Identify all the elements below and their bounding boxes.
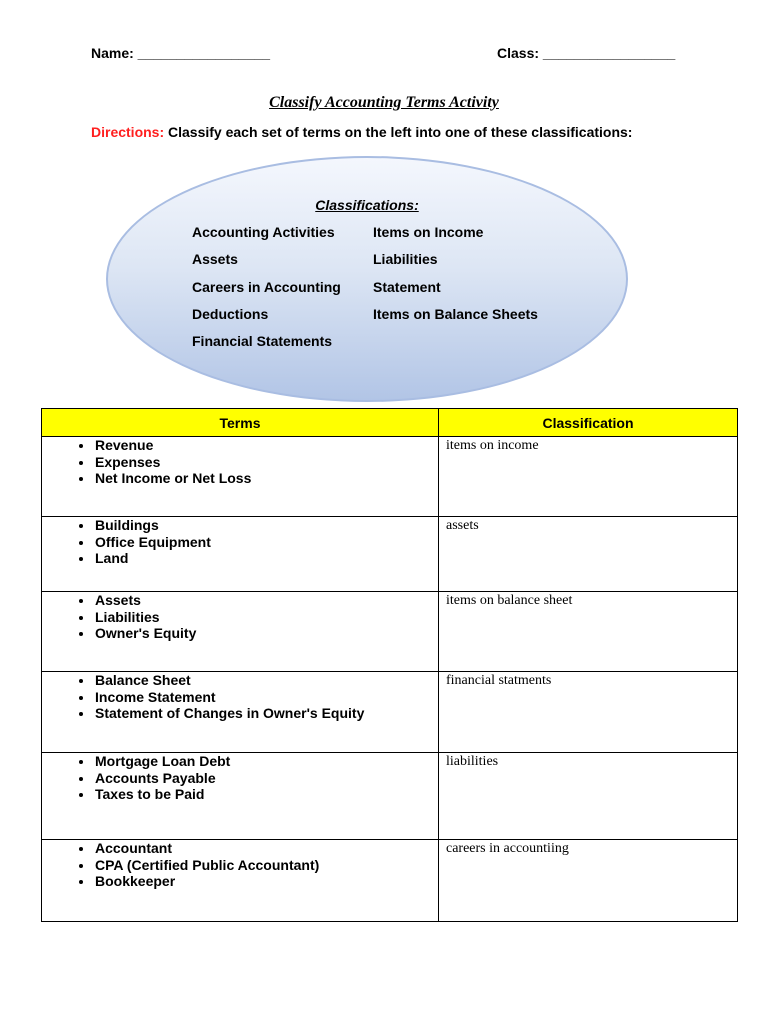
classification-cell (439, 753, 738, 840)
classification-cell (439, 517, 738, 592)
terms-list (42, 437, 438, 487)
classification-answer: liabilities (446, 754, 499, 769)
classification-answer: assets (446, 518, 479, 533)
classification-column-header: Classification (439, 409, 738, 437)
classification-item: Items on Income (373, 224, 484, 240)
classification-answer: careers in accountiing (446, 841, 569, 856)
terms-list (42, 592, 438, 642)
list-item: • Statement of Changes in Owner's Equity (94, 705, 438, 722)
list-item: • Balance Sheet (94, 672, 438, 689)
list-item: • Income Statement (94, 689, 438, 706)
classification-answer: items on income (446, 438, 539, 453)
list-item: • Bookkeeper (94, 873, 438, 890)
list-item: • Owner's Equity (94, 625, 438, 642)
classification-item: Liabilities (373, 251, 438, 267)
terms-list (42, 753, 438, 803)
list-item: • Net Income or Net Loss (94, 470, 438, 487)
classification-item: Accounting Activities (192, 224, 335, 240)
classification-item: Statement (373, 279, 441, 295)
terms-cell (42, 437, 439, 517)
table-row (42, 517, 738, 592)
terms-column-header: Terms (42, 409, 439, 437)
list-item: • Land (94, 550, 438, 567)
list-item: • Mortgage Loan Debt (94, 753, 438, 770)
classification-item: Items on Balance Sheets (373, 306, 538, 322)
classification-answer: financial statments (446, 673, 552, 688)
page-title: Classify Accounting Terms Activity (269, 94, 499, 111)
list-item: • Revenue (94, 437, 438, 454)
classifications-ellipse (106, 156, 628, 402)
table-header-row (42, 409, 738, 437)
classification-cell (439, 672, 738, 753)
table-row (42, 592, 738, 672)
directions-label: Directions: (91, 124, 165, 140)
terms-cell (42, 672, 439, 753)
classification-cell (439, 437, 738, 517)
list-item: • Assets (94, 592, 438, 609)
table-row (42, 840, 738, 922)
classifications-heading: Classifications: (315, 197, 419, 213)
list-item: • Buildings (94, 517, 438, 534)
terms-cell (42, 840, 439, 922)
terms-table (41, 408, 738, 922)
terms-cell (42, 753, 439, 840)
table-row (42, 672, 738, 753)
directions-text: Classify each set of terms on the left into one of these classifications: (164, 124, 633, 140)
name-field-label: Name: _________________ (91, 45, 271, 61)
classification-item: Assets (192, 251, 238, 267)
terms-list (42, 840, 438, 890)
list-item: • Office Equipment (94, 534, 438, 551)
list-item: • Accounts Payable (94, 770, 438, 787)
class-field-label: Class: _________________ (497, 45, 676, 61)
terms-list (42, 517, 438, 567)
classification-answer: items on balance sheet (446, 593, 573, 608)
classification-cell (439, 840, 738, 922)
table-row (42, 753, 738, 840)
list-item: • Taxes to be Paid (94, 786, 438, 803)
classification-item: Deductions (192, 306, 269, 322)
classification-item: Financial Statements (192, 333, 333, 349)
list-item: • Expenses (94, 454, 438, 471)
terms-list (42, 672, 438, 722)
terms-cell (42, 517, 439, 592)
list-item: • Liabilities (94, 609, 438, 626)
list-item: • Accountant (94, 840, 438, 857)
classification-item: Careers in Accounting (192, 279, 341, 295)
classification-cell (439, 592, 738, 672)
terms-cell (42, 592, 439, 672)
table-row (42, 437, 738, 517)
directions (91, 124, 632, 140)
list-item: • CPA (Certified Public Accountant) (94, 857, 438, 874)
